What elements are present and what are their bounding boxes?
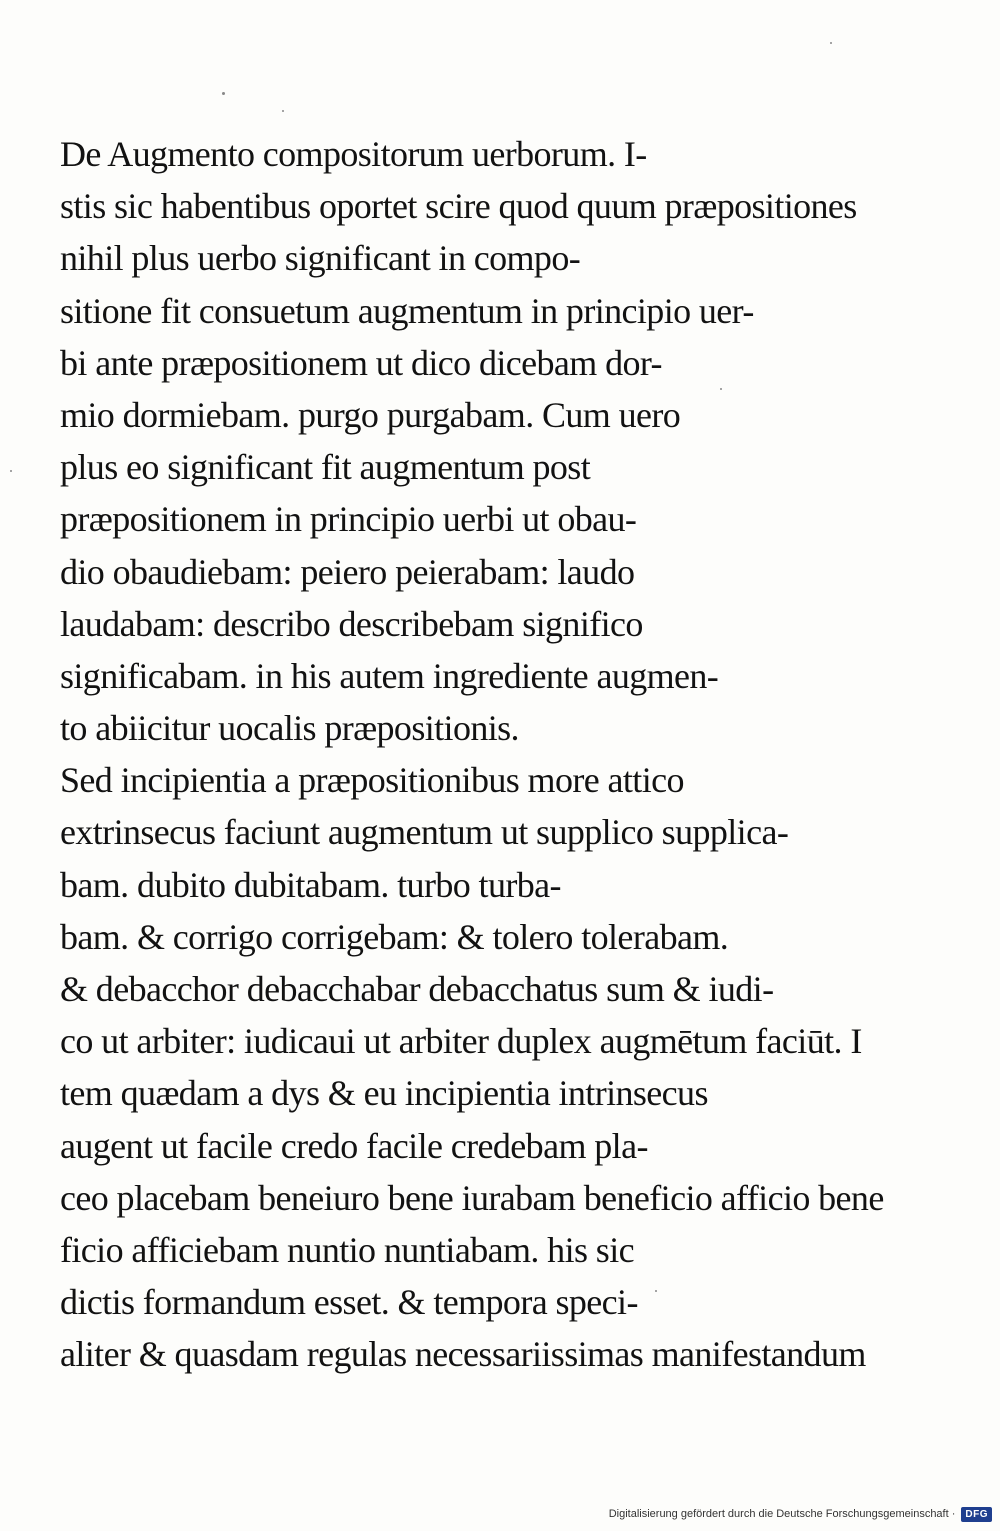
text-line-5: bi ante præpositionem ut dico dicebam dor- (60, 342, 662, 383)
text-line-8: præpositionem in principio uerbi ut obau- (60, 499, 637, 540)
text-line-7: plus eo significant fit augmentum post (60, 447, 591, 488)
scan-speck (830, 42, 832, 44)
text-line-9: dio obaudiebam: peiero peierabam: laudo (60, 551, 635, 592)
text-line-2: stis sic habentibus oportet scire quod quum præpositiones (60, 186, 857, 227)
text-line-10: laudabam: describo describebam significo (60, 603, 643, 644)
digitization-credit (609, 1503, 992, 1525)
text-line-22: ficio afficiebam nuntio nuntiabam. his sic (60, 1229, 634, 1270)
scan-speck (10, 470, 12, 472)
text-line-24: aliter & quasdam regulas necessariissimas manifestandum (60, 1334, 866, 1375)
text-line-20: augent ut facile credo facile credebam pla- (60, 1125, 648, 1166)
text-line-6: mio dormiebam. purgo purgabam. Cum uero (60, 394, 681, 435)
text-line-14: extrinsecus faciunt augmentum ut supplico supplica- (60, 812, 789, 853)
text-line-21: ceo placebam beneiuro bene iurabam beneficio afficio bene (60, 1177, 884, 1218)
text-line-12: to abiicitur uocalis præpositionis. (60, 708, 519, 749)
scan-speck (222, 92, 225, 95)
text-line-16: bam. & corrigo corrigebam: & tolero tolerabam. (60, 916, 729, 957)
text-line-17: & debacchor debacchabar debacchatus sum & iudi- (60, 969, 774, 1009)
text-line-18: co ut arbiter: iudicaui ut arbiter duplex augmētum faciūt. I (60, 1021, 862, 1062)
text-line-19: tem quædam a dys & eu incipientia intrinsecus (60, 1073, 708, 1114)
text-line-3: nihil plus uerbo significant in compo- (60, 238, 581, 279)
text-line-15: bam. dubito dubitabam. turbo turba- (60, 864, 561, 905)
body-text (60, 128, 960, 1381)
credit-text: Digitalisierung gefördert durch die Deutsche Forschungsgemeinschaft · (608, 1508, 956, 1520)
text-line-23: dictis formandum esset. & tempora speci- (60, 1282, 638, 1323)
text-line-4: sitione fit consuetum augmentum in principio uer- (60, 290, 754, 331)
text-line-13: Sed incipientia a præpositionibus more attico (60, 760, 684, 801)
text-line-1: De Augmento compositorum uerborum. I- (60, 134, 647, 174)
scan-speck (282, 110, 284, 112)
dfg-logo-icon: DFG (961, 1507, 992, 1522)
text-line-11: significabam. in his autem ingrediente augmen- (60, 655, 719, 696)
